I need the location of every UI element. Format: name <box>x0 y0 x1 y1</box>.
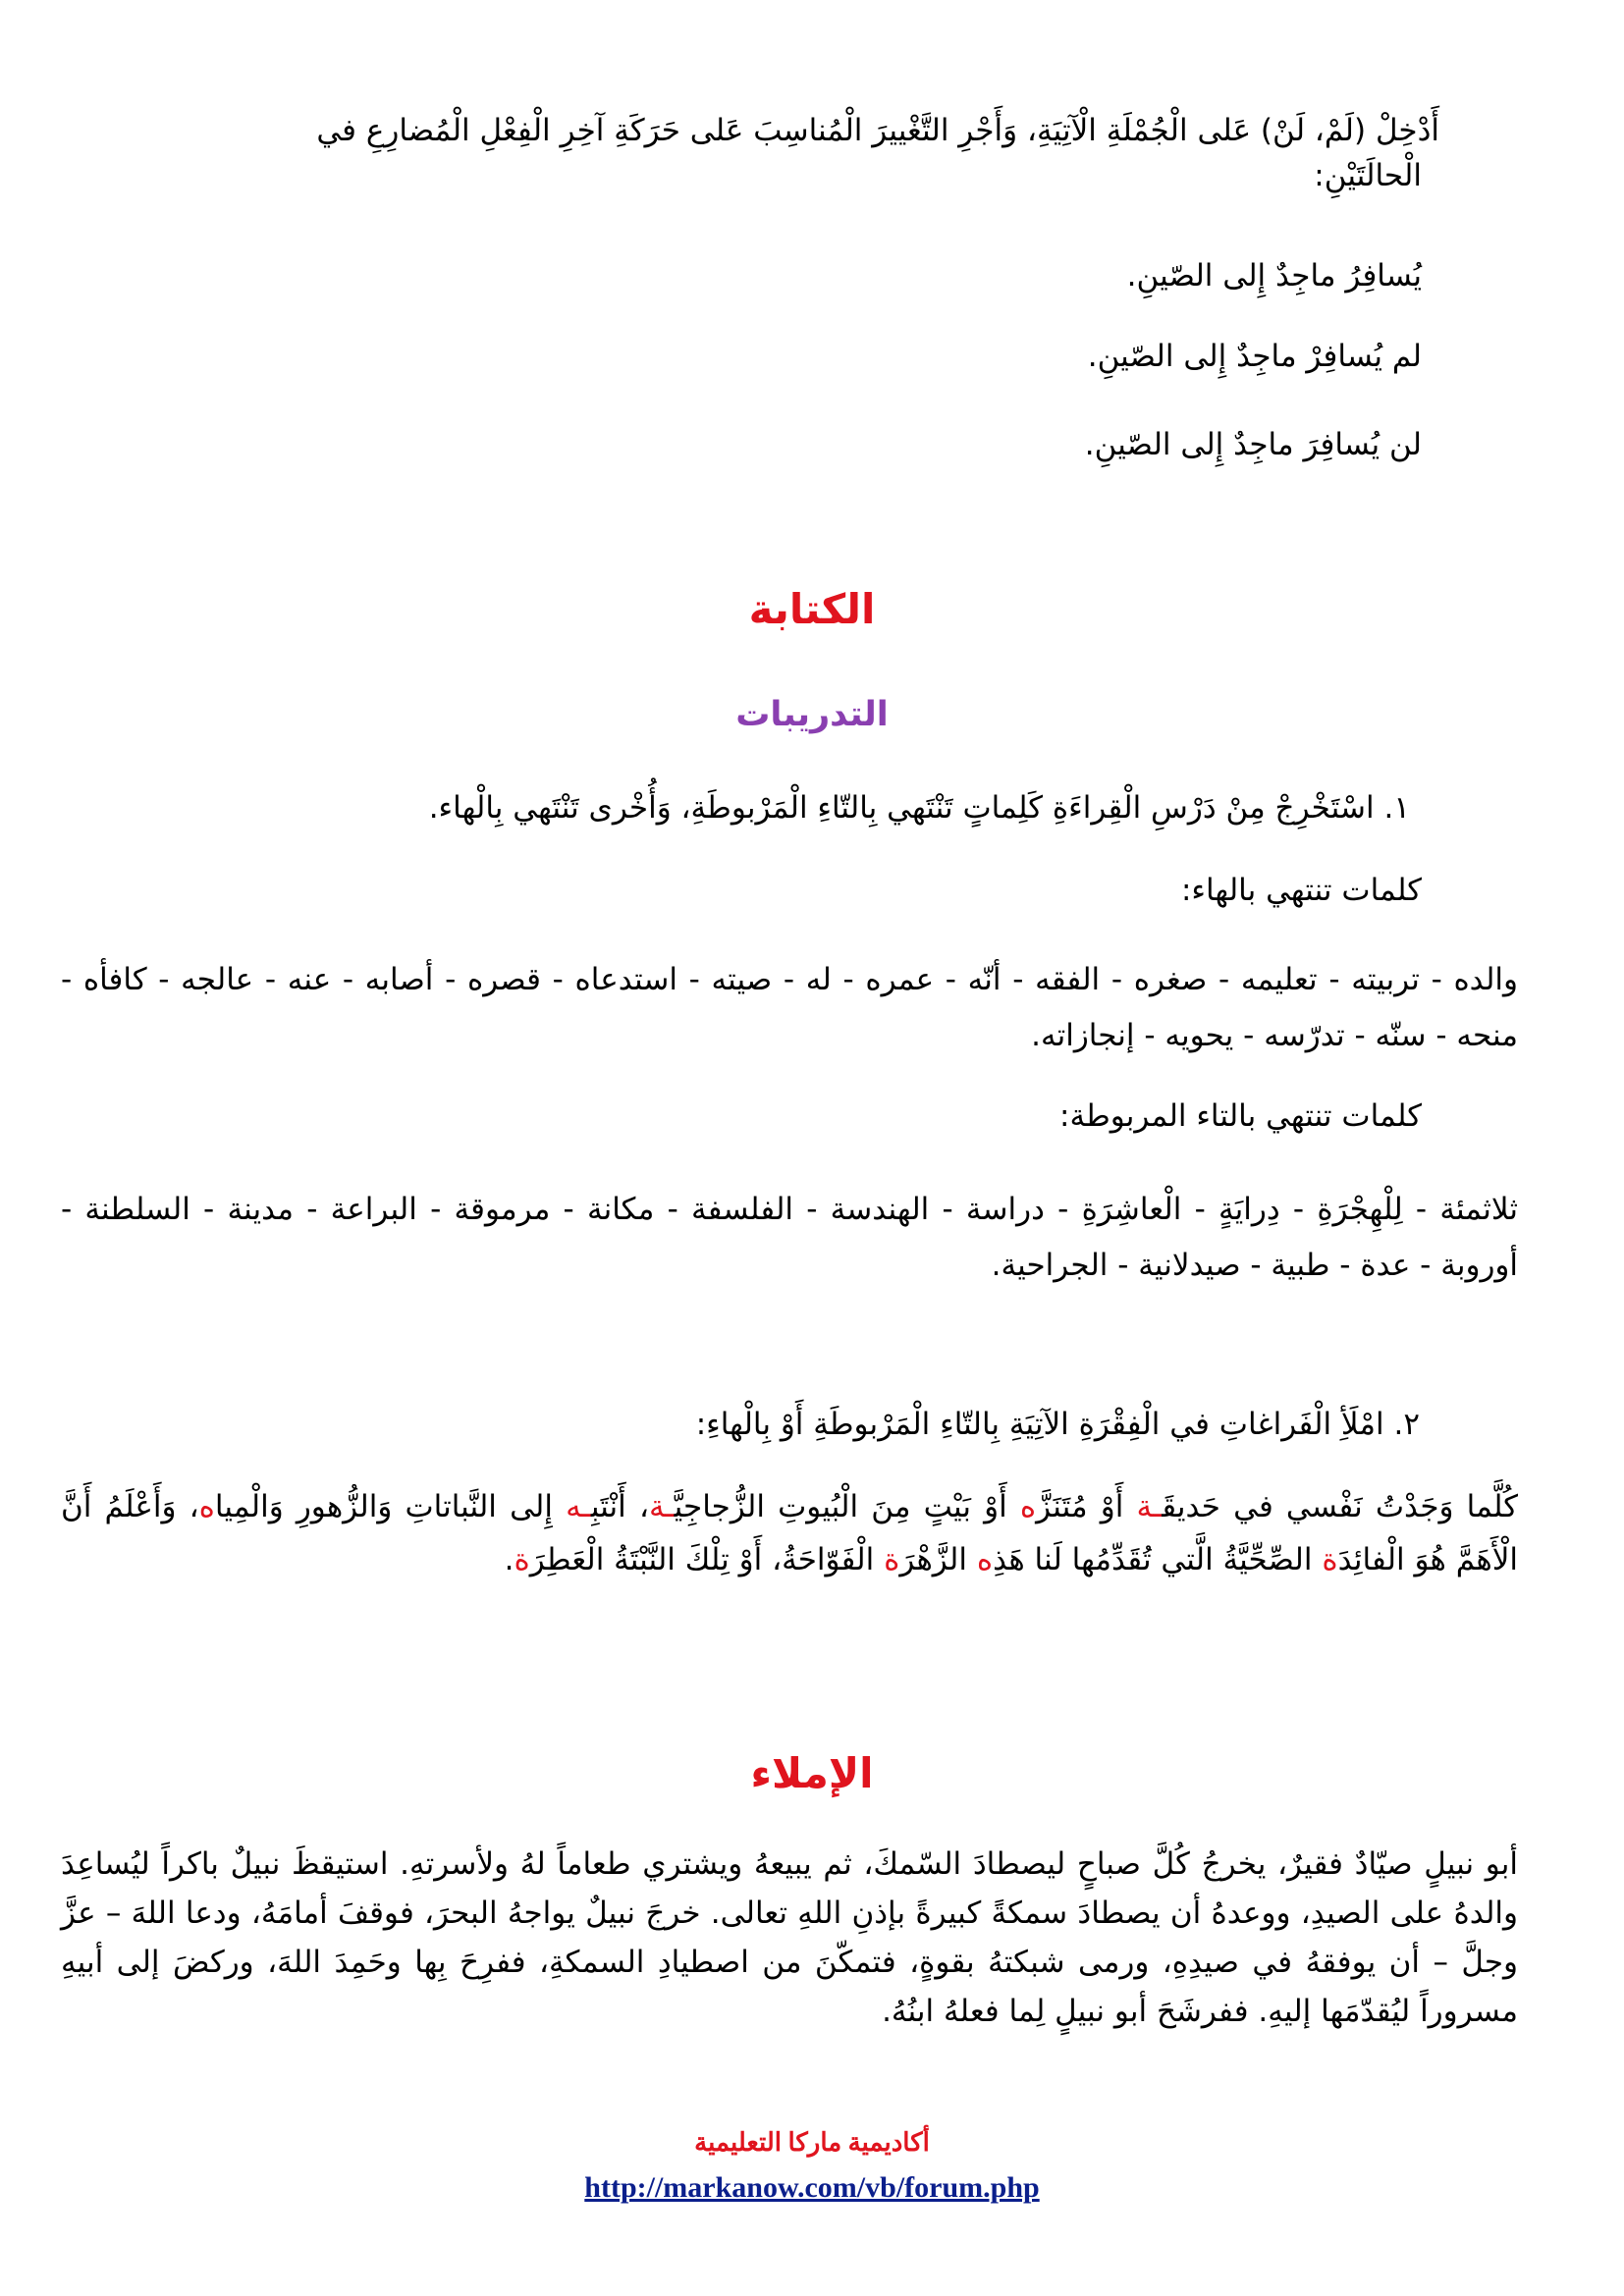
grammar-instruction-line2: الْحالَتَيْنِ: <box>1314 158 1422 193</box>
answer-letter: ه <box>976 1542 994 1577</box>
answer-letter: ة <box>514 1542 530 1577</box>
answer-letter: ـه <box>566 1489 591 1524</box>
paragraph-text: . <box>504 1542 514 1577</box>
footer-academy-name: أكاديمية ماركا التعليمية <box>694 2128 930 2157</box>
answer-letter: ـة <box>648 1489 675 1524</box>
question-2: ٢. امْلَأِ الْفَراغاتِ في الْفِقْرَةِ الآتِيَةِ بِالتّاءِ الْمَرْبوطَةِ أَوْ بِالْهاءِ: <box>695 1407 1420 1442</box>
paragraph-text: الْفَوّاحَةُ، أَوْ تِلْكَ النَّبْتَةُ الْعَطِرَ <box>529 1542 885 1577</box>
ta-words-label: كلمات تنتهي بالتاء المربوطة: <box>1059 1098 1422 1134</box>
paragraph-text: ، وَأَعْلَمُ أَنَّ الْأَهَمَّ هُوَ الْفائِدَ <box>61 1489 1518 1577</box>
paragraph-text: الزَّهْرَ <box>899 1542 977 1577</box>
ha-words-label: كلمات تنتهي بالهاء: <box>1180 873 1422 908</box>
answer-letter: ة <box>884 1542 900 1577</box>
answer-letter: ه <box>198 1489 215 1524</box>
grammar-instruction-line1: أَدْخِلْ (لَمْ، لَنْ) عَلى الْجُمْلَةِ الْآتِيَةِ، وَأَجْرِ التَّغْييرَ الْمُناسِبَ عَلى حَرَكَةِ آخِرِ الْفِعْلِ الْمُضارِعِ في <box>316 113 1439 148</box>
ta-words-list: ثلاثمئة - لِلْهِجْرَةِ - دِرايَةٍ - الْعاشِرَةِ - دراسة - الهندسة - الفلسفة - مكانة - مرموقة - البراعة - مدينة - السلطنة - أوروبة - عدة - طبية - صيدلانية - الجراحية. <box>61 1192 1518 1283</box>
paragraph-text: الصِّحِّيَّةُ الَّتي تُقَدِّمُها لَنا هَذِ <box>993 1542 1323 1577</box>
paragraph-text: كُلَّما وَجَدْتُ نَفْسي في حَديقَ <box>1162 1489 1519 1524</box>
writing-section-title: الكتابة <box>748 585 876 633</box>
forum-link[interactable]: http://markanow.com/vb/forum.php <box>584 2171 1040 2204</box>
dictation-paragraph: أبو نبيلٍ صيّادٌ فقيرٌ، يخرجُ كُلَّ صباحٍ ليصطادَ السّمكَ، ثم يبيعهُ ويشتري طعاماً لهُ ولأسرتهِ. استيقظَ نبيلٌ باكراً ليُساعِدَ والدهُ على الصيدِ، ووعدهُ أن يصطادَ سمكةً كبيرةً بإذنِ اللهِ تعالى. خرجَ نبيلٌ يواجهُ البحرَ، فوقفَ أمامَهُ، ودعا اللهَ – عزَّ وجلَّ – أن يوفقهُ في صيدِهِ، ورمى شبكتهُ بقوةٍ، فتمكّنَ من اصطيادِ السمكةِ، ففرِحَ بِها وحَمِدَ اللهَ، وركضَ إلى أبيهِ مسروراً ليُقدّمَها إليهِ. ففرشَحَ أبو نبيلٍ لِما فعلهُ ابنُهُ. <box>61 1846 1518 2029</box>
paragraph-text: أَوْ مُتَنَزَّ <box>1036 1489 1137 1524</box>
question-1: ١. اسْتَخْرِجْ مِنْ دَرْسِ الْقِراءَةِ كَلِماتٍ تَنْتَهي بِالتّاءِ الْمَرْبوطَةِ، وَأُخْرى تَنْتَهي بِالْهاء. <box>428 790 1410 826</box>
paragraph-text: أَوْ بَيْتٍ مِنَ الْبُيوتِ الزُّجاجِيَّ <box>674 1489 1020 1524</box>
paragraph-text: إِلى النَّباتاتِ وَالزُّهورِ وَالْمِيا <box>214 1489 567 1524</box>
footer-link-wrapper <box>0 2171 1624 2205</box>
answer-letter: ه <box>1019 1489 1037 1524</box>
fill-blanks-paragraph <box>61 1480 1518 1586</box>
dictation-section-title: الإملاء <box>750 1749 874 1797</box>
example-base-sentence: يُسافِرُ ماجِدٌ إِلى الصّينِ. <box>1126 258 1422 294</box>
paragraph-text: ، أَنْتَبِ <box>590 1489 649 1524</box>
exercises-subtitle: التدريبات <box>735 695 889 734</box>
answer-letter: ة <box>1322 1542 1338 1577</box>
ha-words-list: والده - تربيته - تعليمه - صغره - الفقه - أنّه - عمره - له - صيته - استدعاه - قصره - أصابه - عنه - عالجه - كافأه - منحه - سنّه - تدرّسه - يحويه - إنجازاته. <box>61 962 1518 1053</box>
answer-letter: ـة <box>1136 1489 1163 1524</box>
example-lan-sentence: لن يُسافِرَ ماجِدٌ إِلى الصّينِ. <box>1084 427 1422 462</box>
example-lam-sentence: لم يُسافِرْ ماجِدٌ إِلى الصّينِ. <box>1087 339 1422 374</box>
